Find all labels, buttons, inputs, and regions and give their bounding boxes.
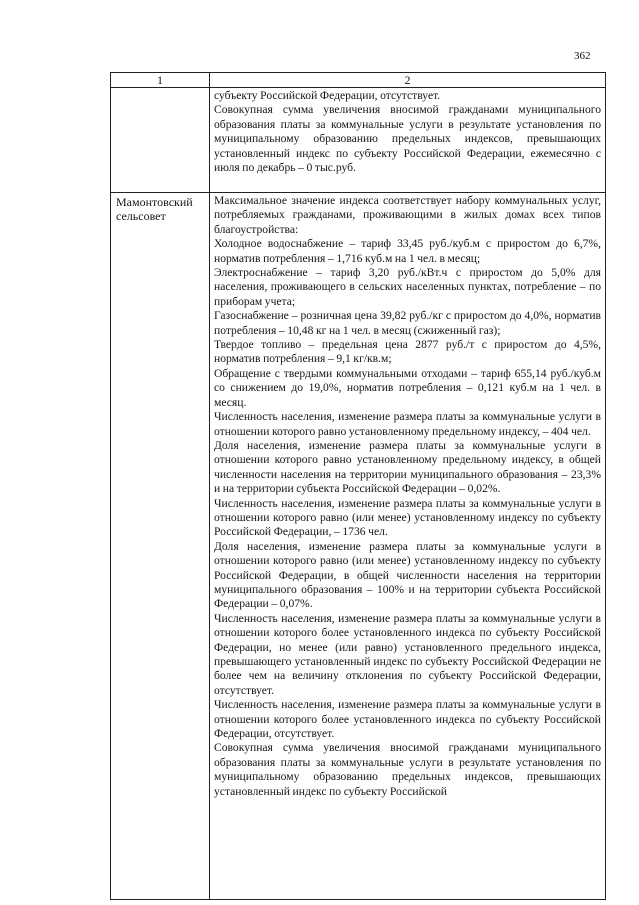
municipality-name-cell xyxy=(111,88,210,193)
table-header-col-1: 1 xyxy=(111,73,210,88)
paragraph: Доля населения, изменение размера платы за коммунальные услуги в отношении которого равно (или менее) установленному индексу по субъекту Российской Федерации, в общей численности населения на территории муниципального образования – 100% и на территории субъекта Российской Федерации – 0,07%. xyxy=(214,539,601,611)
paragraph: Численность населения, изменение размера платы за коммунальные услуги в отношении которого равно (или менее) установленному индексу по субъекту Российской Федерации, – 1736 чел. xyxy=(214,496,601,539)
description-cell xyxy=(210,88,606,193)
paragraph: Численность населения, изменение размера платы за коммунальные услуги в отношении которого равно установленному предельному индексу, – 404 чел. xyxy=(214,410,601,438)
paragraph: Численность населения, изменение размера платы за коммунальные услуги в отношении которого более установленного индекса по субъекту Российской Федерации, но менее (или равно) установленного предельного индекса, превышающего установленный индекс по субъекту Российской Федерации не более чем на величину отклонения по субъекту Российской Федерации, отсутствует. xyxy=(214,611,601,697)
paragraph: Максимальное значение индекса соответствует набору коммунальных услуг, потребляемых гражданами, проживающими в жилых домах всех типов благоустройства: xyxy=(214,194,601,236)
municipality-name-cell: Мамонтовский сельсовет xyxy=(111,193,210,900)
paragraph: Газоснабжение – розничная цена 39,82 руб./кг с приростом до 4,0%, норматив потребления – 10,48 кг на 1 чел. в месяц (сжиженный газ); xyxy=(214,309,601,337)
paragraph: Доля населения, изменение размера платы за коммунальные услуги в отношении которого равно установленному предельному индексу, в общей численности населения на территории муниципального образования – 23,3% и на территории субъекта Российской Федерации – 0,02%. xyxy=(214,438,601,496)
paragraph: Совокупная сумма увеличения вносимой гражданами муниципального образования платы за коммунальные услуги в результате установления по муниципальному образованию предельных индексов, превышающих установленный индекс по субъекту Российской Федерации, ежемесячно с июля по декабрь – 0 тыс.руб. xyxy=(214,103,601,175)
description-cell xyxy=(210,193,606,900)
table-header-row xyxy=(111,73,606,88)
paragraph: Численность населения, изменение размера платы за коммунальные услуги в отношении которого более установленного индекса по субъекту Российской Федерации, отсутствует. xyxy=(214,698,601,741)
paragraph: Обращение с твердыми коммунальными отходами – тариф 655,14 руб./куб.м со снижением до 19,0%, норматив потребления – 0,121 куб.м на 1 чел. в месяц. xyxy=(214,366,601,409)
paragraph: Твердое топливо – предельная цена 2877 руб./т с приростом до 4,5%, норматив потребления – 9,1 кг/кв.м; xyxy=(214,338,601,366)
table-row xyxy=(111,193,606,900)
paragraph: Холодное водоснабжение – тариф 33,45 руб./куб.м с приростом до 6,7%, норматив потребления – 1,716 куб.м на 1 чел. в месяц; xyxy=(214,237,601,265)
document-table xyxy=(110,72,606,900)
paragraph: субъекту Российской Федерации, отсутствует. xyxy=(214,89,441,102)
paragraph: Электроснабжение – тариф 3,20 руб./кВт.ч с приростом до 5,0% для населения, проживающего в сельских населенных пунктах, потребление – по приборам учета; xyxy=(214,266,601,308)
paragraph: Совокупная сумма увеличения вносимой гражданами муниципального образования платы за коммунальные услуги в результате установления по муниципальному образованию предельных индексов, превышающих установленный индекс по субъекту Российской xyxy=(214,741,601,798)
table-row xyxy=(111,88,606,193)
table-header-col-2: 2 xyxy=(210,73,606,88)
page-number: 362 xyxy=(574,50,591,62)
